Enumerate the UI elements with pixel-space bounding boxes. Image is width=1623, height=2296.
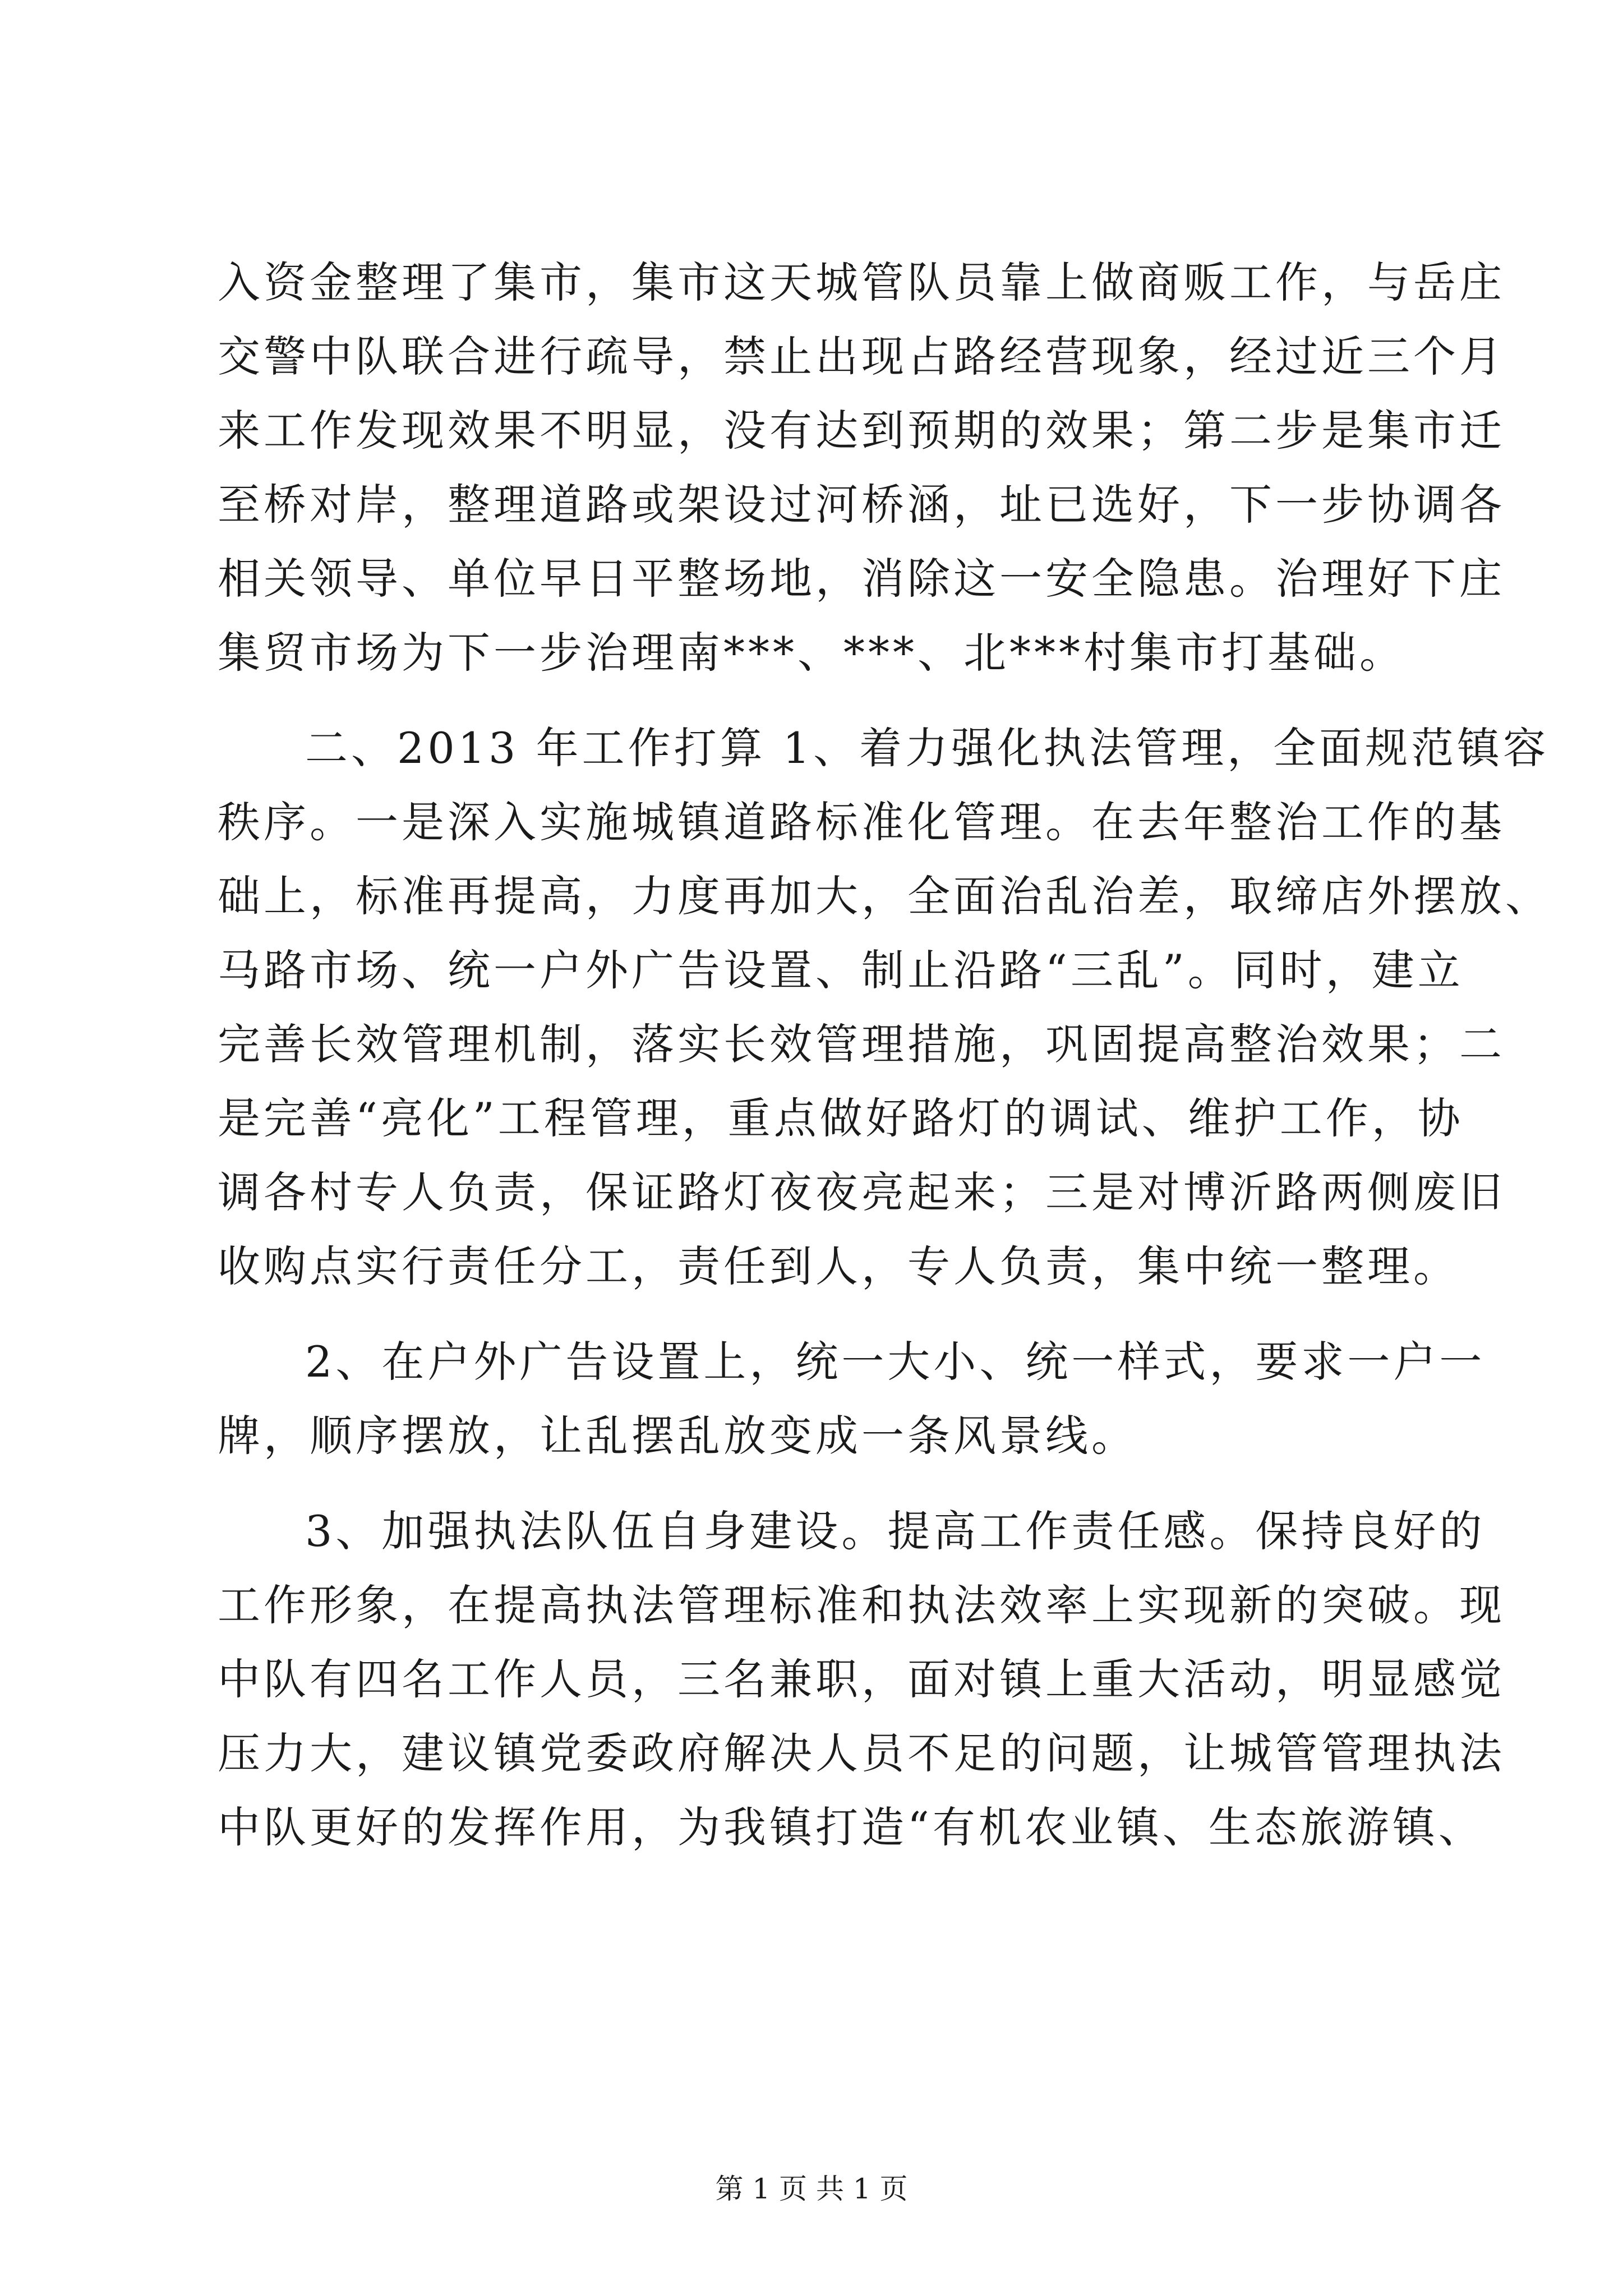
- text-line: 至桥对岸，整理道路或架设过河桥涵，址已选好，下一步协调各: [218, 480, 1505, 530]
- text-line: 2、在户外广告设置上，统一大小、统一样式，要求一户一: [305, 1337, 1486, 1387]
- paragraph-2: [218, 711, 1551, 1304]
- text-line: 中队有四名工作人员，三名兼职，面对镇上重大活动，明显感觉: [218, 1654, 1505, 1704]
- document-body: [218, 246, 1551, 1865]
- paragraph-1: [218, 246, 1505, 690]
- text-line: 工作形象，在提高执法管理标准和执法效率上实现新的突破。现: [218, 1580, 1505, 1630]
- text-line: 集贸市场为下一步治理南***、***、北***村集市打基础。: [218, 628, 1405, 678]
- text-line: 秩序。一是深入实施城镇道路标准化管理。在去年整治工作的基: [218, 797, 1505, 847]
- text-line: 调各村专人负责，保证路灯夜夜亮起来；三是对博沂路两侧废旧: [218, 1167, 1505, 1217]
- text-line: 相关领导、单位早日平整场地，消除这一安全隐患。治理好下庄: [218, 554, 1505, 604]
- paragraph-spacer: [218, 1473, 1413, 1494]
- text-line: 入资金整理了集市，集市这天城管队员靠上做商贩工作，与岳庄: [218, 257, 1505, 307]
- text-line: 3、加强执法队伍自身建设。提高工作责任感。保持良好的: [305, 1506, 1486, 1556]
- text-line: 完善长效管理机制，落实长效管理措施，巩固提高整治效果；二: [218, 1019, 1505, 1069]
- paragraph-spacer: [218, 690, 1413, 711]
- text-line: 马路市场、统一户外广告设置、制止沿路“三乱”。同时，建立: [218, 945, 1464, 995]
- page-number-label: 第 1 页 共 1 页: [715, 2173, 908, 2205]
- paragraph-3: [218, 1325, 1486, 1473]
- text-line: 中队更好的发挥作用，为我镇打造“有机农业镇、生态旅游镇、: [218, 1802, 1484, 1852]
- text-line: 压力大，建议镇党委政府解决人员不足的问题，让城管管理执法: [218, 1728, 1505, 1778]
- paragraph-spacer: [218, 1304, 1413, 1325]
- paragraph-4: [218, 1494, 1505, 1865]
- text-line: 础上，标准再提高，力度再加大，全面治乱治差，取缔店外摆放、: [218, 871, 1551, 921]
- text-line: 牌，顺序摆放，让乱摆乱放变成一条风景线。: [218, 1411, 1137, 1461]
- text-line: 收购点实行责任分工，责任到人，专人负责，集中统一整理。: [218, 1241, 1459, 1291]
- text-line: 来工作发现效果不明显，没有达到预期的效果；第二步是集市迁: [218, 406, 1505, 455]
- text-line: 是完善“亮化”工程管理，重点做好路灯的调试、维护工作，协: [218, 1093, 1464, 1143]
- page-footer: [0, 2172, 1623, 2206]
- text-line: 交警中队联合进行疏导，禁止出现占路经营现象，经过近三个月: [218, 332, 1505, 381]
- text-line: 二、2013 年工作打算 1、着力强化执法管理，全面规范镇容: [305, 723, 1550, 773]
